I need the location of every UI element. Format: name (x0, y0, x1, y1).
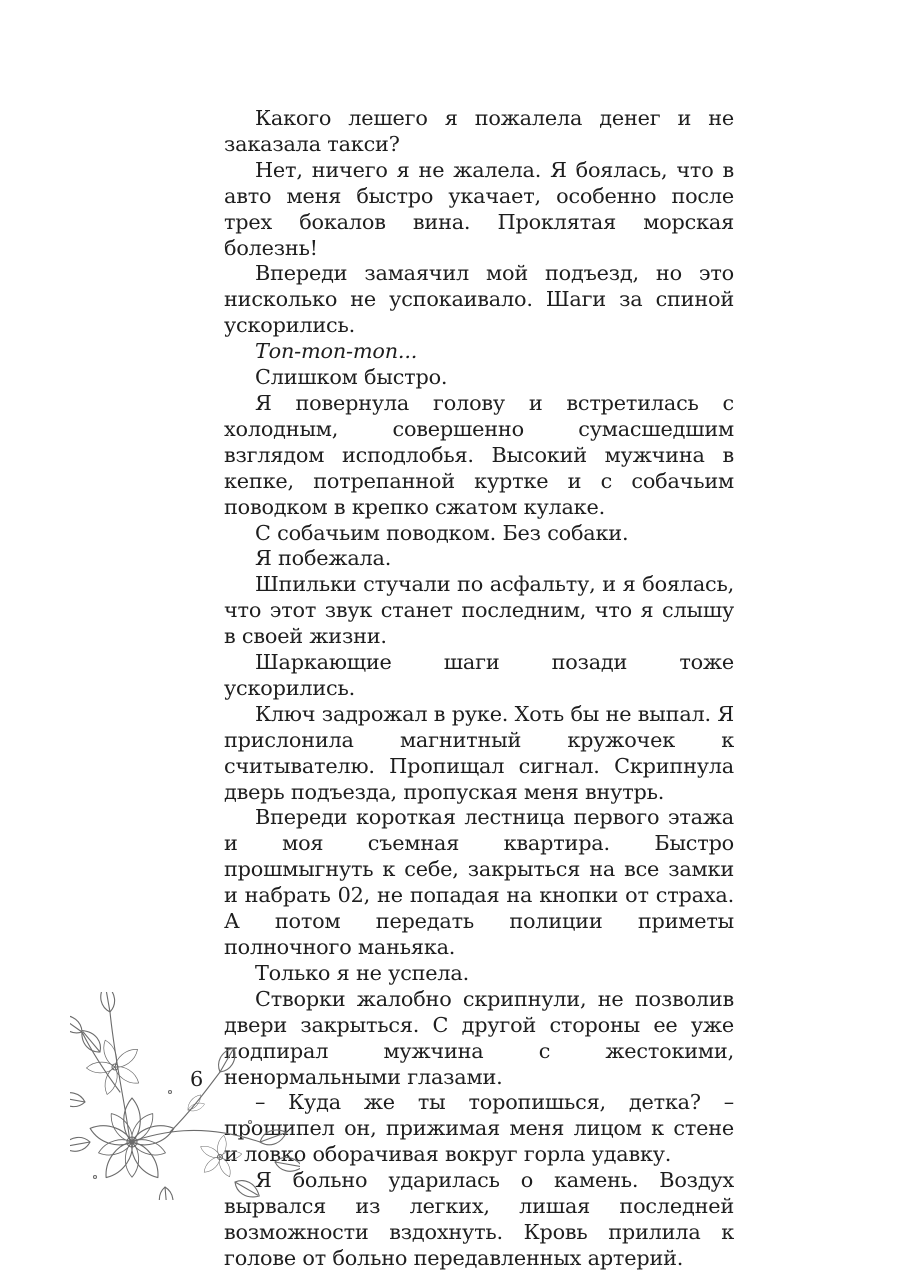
paragraph-11: Ключ задрожал в руке. Хоть бы не выпал. Я прислонила магнитный кружочек к считывателю. Пропищал сигнал. Скрипнула дверь подъезда, пропуская меня внутрь. (224, 701, 734, 804)
paragraph-8: Я побежала. (255, 546, 392, 571)
paragraph-13: Только я не успела. (255, 960, 470, 985)
paragraph-7: С собачьим поводком. Без собаки. (255, 520, 629, 545)
paragraph-3: Впереди замаячил мой подъезд, но это нисколько не успокаивало. Шаги за спиной ускорились. (224, 261, 734, 338)
body-text (224, 106, 734, 1272)
paragraph-10: Шаркающие шаги позади тоже ускорились. (224, 650, 734, 700)
paragraph-5: Слишком быстро. (255, 365, 448, 390)
paragraph-16: Я больно ударилась о камень. Воздух вырвался из легких, лишая последней возможности вздохнуть. Кровь прилила к голове от больно передавленных артерий. (224, 1168, 734, 1270)
floral-ornament-icon (70, 992, 300, 1200)
paragraph-12: Впереди короткая лестница первого этажа и моя съемная квартира. Быстро прошмыгнуть к себе, закрыться на все замки и набрать 02, не попадая на кнопки от страха. А потом передать полиции приметы полночного маньяка. (224, 805, 734, 959)
page-number: 6 (190, 1067, 204, 1091)
paragraph-14: Створки жалобно скрипнули, не позволив двери закрыться. С другой стороны ее уже подпирал мужчина с жестокими, ненормальными глазами. (224, 986, 734, 1089)
paragraph-6: Я повернула голову и встретилась с холодным, совершенно сумасшедшим взглядом исподлобья. Высокий мужчина в кепке, потрепанной куртке и с собачьим поводком в крепко сжатом кулаке. (224, 390, 734, 519)
paragraph-9: Шпильки стучали по асфальту, и я боялась, что этот звук станет последним, что я слышу в своей жизни. (224, 572, 734, 649)
paragraph-2: Нет, ничего я не жалела. Я боялась, что в авто меня быстро укачает, особенно после трех бокалов вина. Проклятая морская болезнь! (224, 157, 734, 260)
paragraph-1: Какого лешего я пожалела денег и не заказала такси? (224, 106, 734, 156)
paragraph-15: – Куда же ты торопишься, детка? – прошипел он, прижимая меня лицом к стене и ловко оборачивая вокруг горла удавку. (224, 1090, 734, 1167)
paragraph-4-italic: Топ-топ-топ... (255, 339, 418, 364)
